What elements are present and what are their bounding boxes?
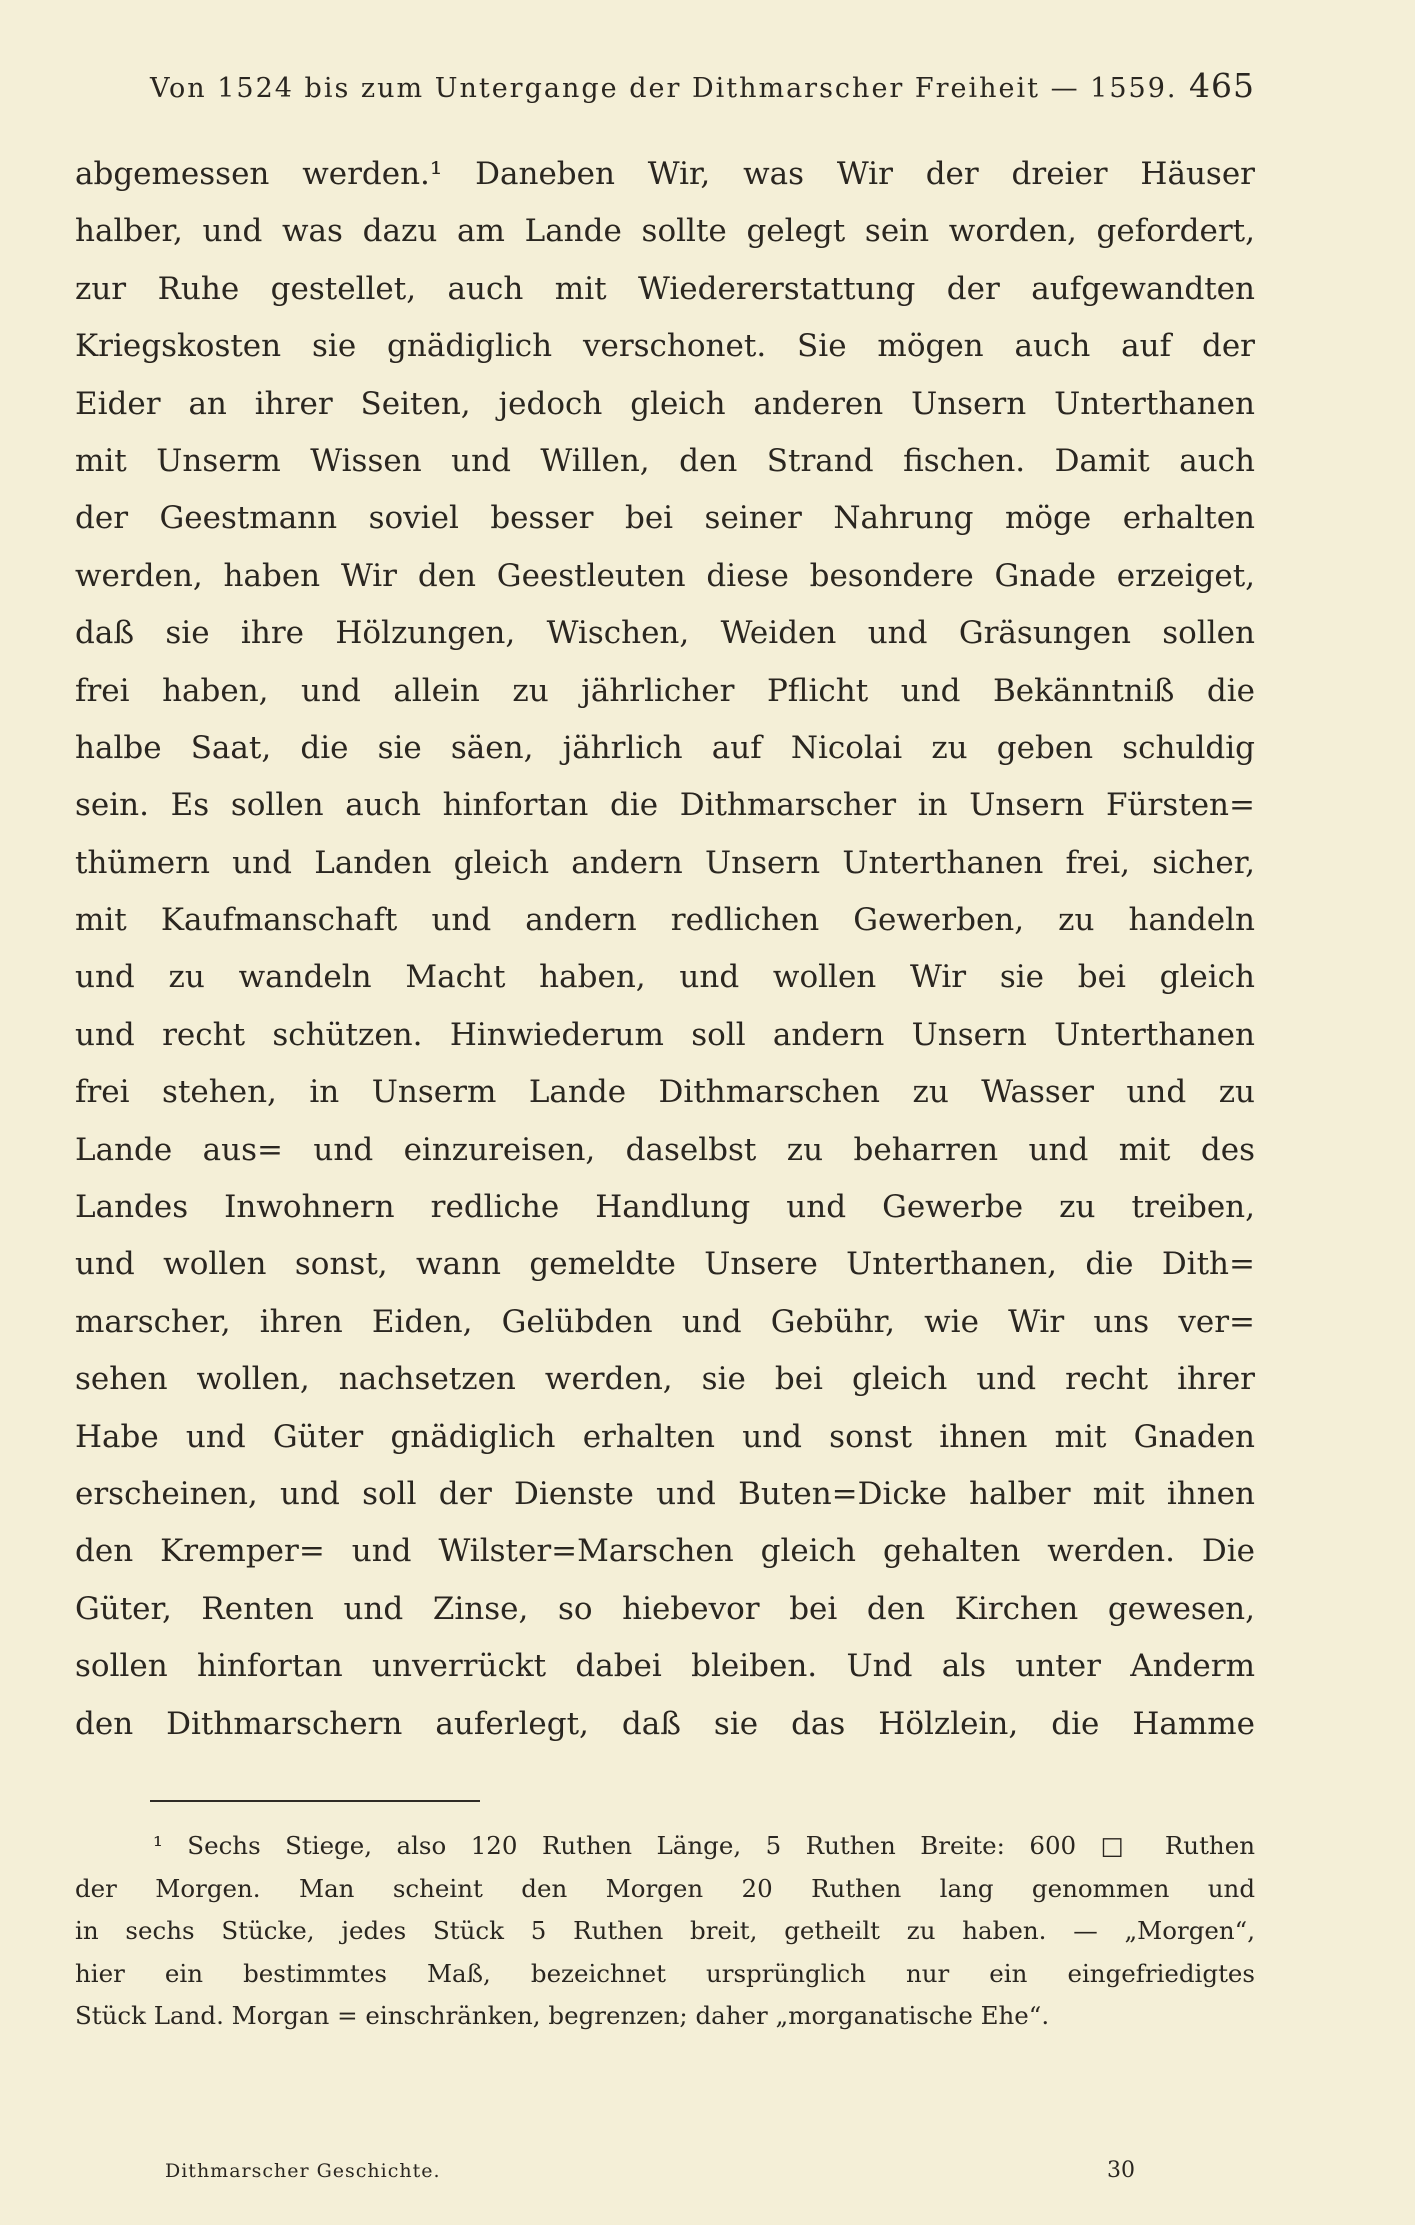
text-line: Kriegskosten sie gnädiglich verschonet. Sie mögen auch auf der bbox=[75, 328, 1255, 365]
text-line: werden, haben Wir den Geestleuten diese besondere Gnade erzeiget, bbox=[75, 557, 1255, 594]
printer-signature: Dithmarscher Geschichte. bbox=[165, 2160, 441, 2182]
text-line: Eider an ihrer Seiten, jedoch gleich anderen Unsern Unterthanen bbox=[75, 385, 1255, 422]
text-line: und zu wandeln Macht haben, und wollen Wir sie bei gleich bbox=[75, 959, 1255, 996]
running-title: Von 1524 bis zum Untergange der Dithmarscher Freiheit — 1559. bbox=[150, 73, 1178, 104]
text-line: Habe und Güter gnädiglich erhalten und sonst ihnen mit Gnaden bbox=[75, 1418, 1255, 1455]
page-number: 465 bbox=[1189, 66, 1255, 105]
text-line: daß sie ihre Hölzungen, Wischen, Weiden und Gräsungen sollen bbox=[75, 615, 1255, 652]
text-line: den Dithmarschern auferlegt, daß sie das Hölzlein, die Hamme bbox=[75, 1705, 1255, 1742]
text-line: halber, und was dazu am Lande sollte gelegt sein worden, gefordert, bbox=[75, 213, 1255, 250]
text-line: und wollen sonst, wann gemeldte Unsere Unterthanen, die Dith= bbox=[75, 1246, 1255, 1283]
text-line: sehen wollen, nachsetzen werden, sie bei gleich und recht ihrer bbox=[75, 1361, 1255, 1398]
text-line: erscheinen, und soll der Dienste und Buten=Dicke halber mit ihnen bbox=[75, 1475, 1255, 1512]
text-line: frei stehen, in Unserm Lande Dithmarschen zu Wasser und zu bbox=[75, 1074, 1255, 1111]
page-footer bbox=[165, 2158, 1135, 2183]
text-line: abgemessen werden.¹ Daneben Wir, was Wir der dreier Häuser bbox=[75, 156, 1255, 192]
body-text bbox=[75, 146, 1255, 1753]
text-line: frei haben, und allein zu jährlicher Pflicht und Bekänntniß die bbox=[75, 672, 1255, 709]
footnote-line: Stück Land. Morgan = einschränken, begrenzen; daher „morganatische Ehe“. bbox=[75, 2001, 1050, 2031]
text-line: thümern und Landen gleich andern Unsern Unterthanen frei, sicher, bbox=[75, 844, 1255, 881]
footnote-line: der Morgen. Man scheint den Morgen 20 Ruthen lang genommen und bbox=[75, 1873, 1255, 1903]
sheet-number: 30 bbox=[1107, 2158, 1135, 2183]
footnote-divider bbox=[150, 1800, 480, 1802]
text-line: Landes Inwohnern redliche Handlung und Gewerbe zu treiben, bbox=[75, 1189, 1255, 1226]
footnote-line: ¹ Sechs Stiege, also 120 Ruthen Länge, 5 Ruthen Breite: 600 □ Ruthen bbox=[153, 1831, 1255, 1860]
footnote bbox=[75, 1825, 1255, 2038]
text-line: marscher, ihren Eiden, Gelübden und Gebühr, wie Wir uns ver= bbox=[75, 1303, 1255, 1340]
text-line: der Geestmann soviel besser bei seiner Nahrung möge erhalten bbox=[75, 500, 1255, 537]
text-line: den Kremper= und Wilster=Marschen gleich gehalten werden. Die bbox=[75, 1533, 1255, 1570]
text-line: mit Kaufmanschaft und andern redlichen Gewerben, zu handeln bbox=[75, 902, 1255, 939]
text-line: und recht schützen. Hinwiederum soll andern Unsern Unterthanen bbox=[75, 1016, 1255, 1053]
text-line: zur Ruhe gestellet, auch mit Wiedererstattung der aufgewandten bbox=[75, 270, 1255, 307]
text-line: halbe Saat, die sie säen, jährlich auf Nicolai zu geben schuldig bbox=[75, 729, 1255, 766]
text-line: Güter, Renten und Zinse, so hiebevor bei den Kirchen gewesen, bbox=[75, 1590, 1255, 1627]
running-head bbox=[150, 66, 1255, 112]
text-line: sein. Es sollen auch hinfortan die Dithmarscher in Unsern Fürsten= bbox=[75, 787, 1255, 824]
text-line: mit Unserm Wissen und Willen, den Strand fischen. Damit auch bbox=[75, 442, 1255, 479]
footnote-line: in sechs Stücke, jedes Stück 5 Ruthen breit, getheilt zu haben. — „Morgen“, bbox=[75, 1916, 1255, 1946]
footnote-line: hier ein bestimmtes Maß, bezeichnet ursprünglich nur ein eingefriedigtes bbox=[75, 1958, 1255, 1988]
text-line: sollen hinfortan unverrückt dabei bleiben. Und als unter Anderm bbox=[75, 1648, 1255, 1685]
text-line: Lande aus= und einzureisen, daselbst zu beharren und mit des bbox=[75, 1131, 1255, 1168]
